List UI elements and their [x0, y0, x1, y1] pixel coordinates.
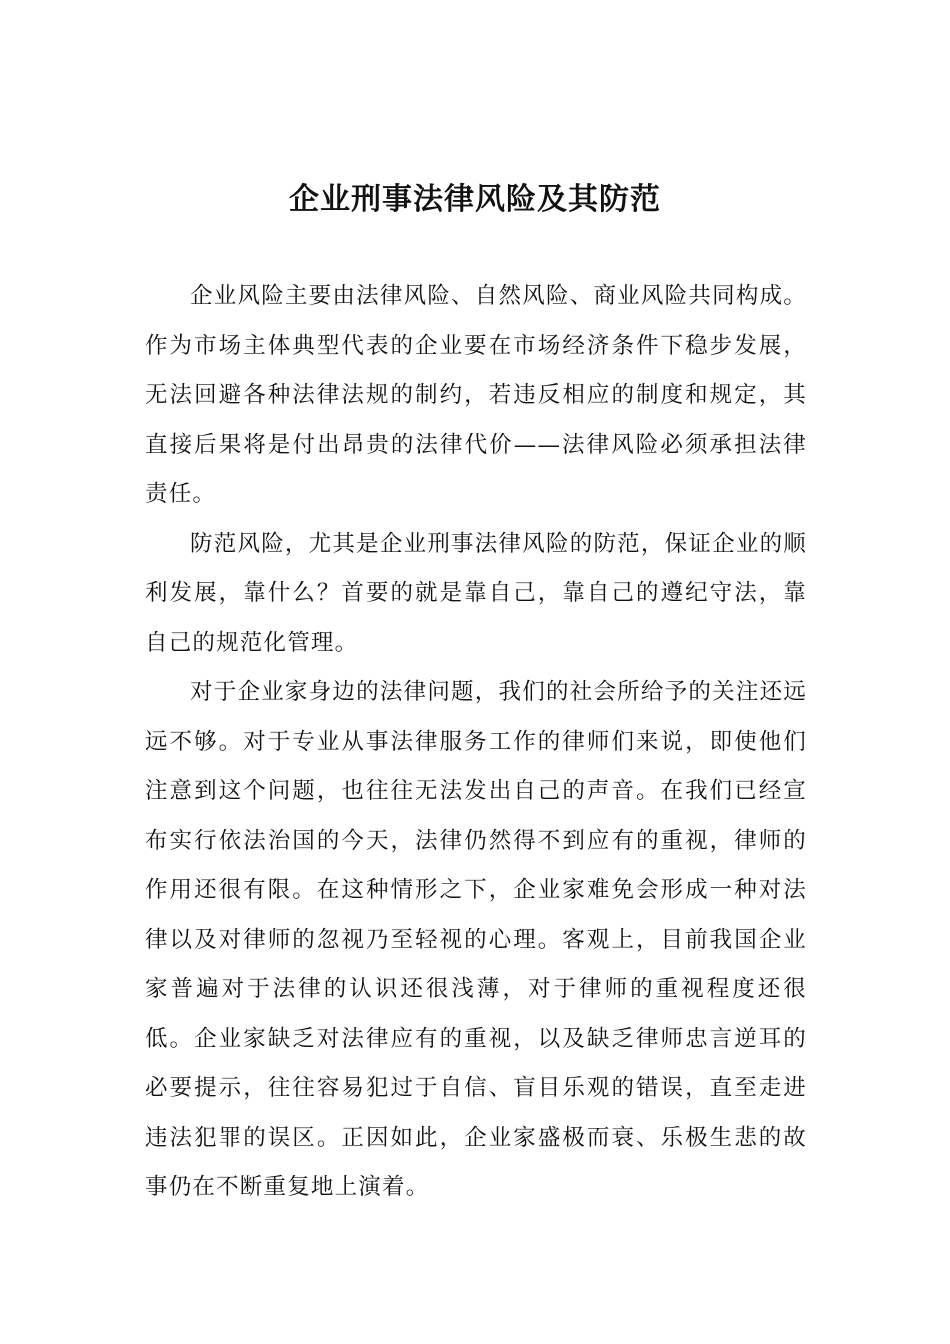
document-title: 企业刑事法律风险及其防范: [289, 182, 661, 217]
paragraph-2: 防范风险，尤其是企业刑事法律风险的防范，保证企业的顺利发展，靠什么？首要的就是靠自己，靠自己的遵纪守法，靠自己的规范化管理。: [145, 530, 807, 656]
paragraph-3: 对于企业家身边的法律问题，我们的社会所给予的关注还远远不够。对于专业从事法律服务工作的律师们来说，即使他们注意到这个问题，也往往无法发出自己的声音。在我们已经宣布实行依法治国的今天，法律仍然得不到应有的重视，律师的作用还很有限。在这种情形之下，企业家难免会形成一种对法律以及对律师的忽视乃至轻视的心理。客观上，目前我国企业家普遍对于法律的认识还很浅薄，对于律师的重视程度还很低。企业家缺乏对法律应有的重视，以及缺乏律师忠言逆耳的必要提示，往往容易犯过于自信、盲目乐观的错误，直至走进违法犯罪的误区。正因如此，企业家盛极而衰、乐极生悲的故事仍在不断重复地上演着。: [145, 679, 807, 1200]
paragraph-1: 企业风险主要由法律风险、自然风险、商业风险共同构成。作为市场主体典型代表的企业要在市场经济条件下稳步发展，无法回避各种法律法规的制约，若违反相应的制度和规定，其直接后果将是付出昂贵的法律代价——法律风险必须承担法律责任。: [145, 283, 807, 507]
document-body: [145, 272, 807, 1213]
